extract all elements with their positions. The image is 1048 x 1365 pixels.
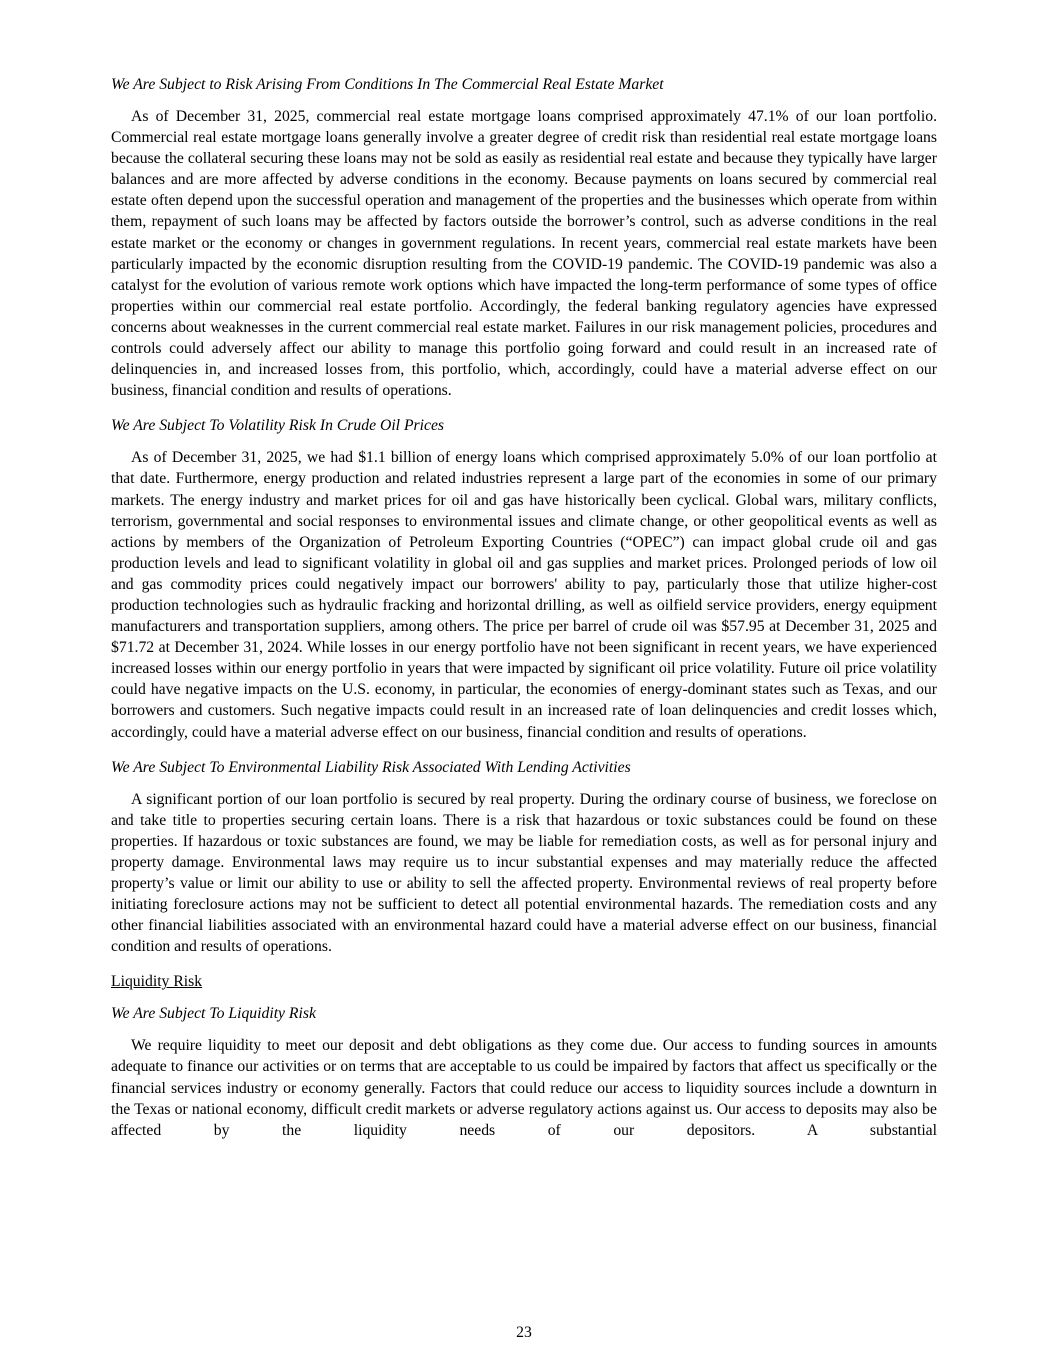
section-body-environmental: A significant portion of our loan portfolio is secured by real property. During the ordinary course of business, we foreclose on and take title to properties securing certain loans. There is a risk that hazardous or toxic substances could be found on these properties. If hazardous or toxic substances are found, we may be liable for remediation costs, as well as for personal injury and property damage. Environmental laws may require us to incur substantial expenses and may materially reduce the affected property’s value or limit our ability to use or ability to sell the affected property. Environmental reviews of real property before initiating foreclosure actions may not be sufficient to detect all potential environmental hazards. The remediation costs and any other financial liabilities associated with an environmental hazard could have a material adverse effect on our business, financial condition and results of operations. (111, 790, 937, 956)
section-body-commercial-real-estate: As of December 31, 2025, commercial real estate mortgage loans comprised approximately 47.1% of our loan portfolio. Commercial real estate mortgage loans generally involve a greater degree of credit risk than residential real estate mortgage loans because the collateral securing these loans may not be sold as easily as residential real estate and because they typically have larger balances and are more affected by adverse conditions in the economy. Because payments on loans secured by commercial real estate often depend upon the successful operation and management of the properties and the businesses which operate from within them, repayment of such loans may be affected by factors outside the borrower’s control, such as adverse conditions in the real estate market or the economy or changes in government regulations. In recent years, commercial real estate markets have been particularly impacted by the economic disruption resulting from the COVID-19 pandemic. The COVID-19 pandemic was also a catalyst for the evolution of various remote work options which have impacted the long-term performance of some types of office properties within our commercial real estate portfolio. Accordingly, the federal banking regulatory agencies have expressed concerns about weaknesses in the current commercial real estate market. Failures in our risk management policies, procedures and controls could adversely affect our ability to manage this portfolio going forward and could result in an increased rate of delinquencies in, and increased losses from, this portfolio, which, accordingly, could have a material adverse effect on our business, financial condition and results of operations. (111, 108, 937, 400)
document-page (111, 74, 937, 1155)
page-number: 23 (516, 1324, 532, 1341)
section-body-crude-oil: As of December 31, 2025, we had $1.1 billion of energy loans which comprised approximately 5.0% of our loan portfolio at that date. Furthermore, energy production and related industries represent a large part of the economies in some of our primary markets. The energy industry and market prices for oil and gas have historically been cyclical. Global wars, military conflicts, terrorism, governmental and social responses to environmental issues and climate change, or other geopolitical events as well as actions by members of the Organization of Petroleum Exporting Countries (“OPEC”) can impact global crude oil and gas production levels and lead to significant volatility in global oil and gas supplies and market prices. Prolonged periods of low oil and gas commodity prices could negatively impact our borrowers' ability to pay, particularly those that utilize higher-cost production technologies such as hydraulic fracking and horizontal drilling, as well as oilfield service providers, energy equipment manufacturers and transportation suppliers, among others. The price per barrel of crude oil was $57.95 at December 31, 2025 and $71.72 at December 31, 2024. While losses in our energy portfolio have not been significant in recent years, we have experienced increased losses within our energy portfolio in years that were impacted by significant oil price volatility. Future oil price volatility could have negative impacts on the U.S. economy, in particular, the economies of energy-dominant states such as Texas, and our borrowers and customers. Such negative impacts could result in an increased rate of loan delinquencies and credit losses which, accordingly, could have a material adverse effect on our business, financial condition and results of operations. (111, 449, 937, 741)
section-label-liquidity-risk: Liquidity Risk (111, 973, 203, 991)
section-heading-liquidity: We Are Subject To Liquidity Risk (111, 1005, 316, 1023)
section-body-liquidity: We require liquidity to meet our deposit and debt obligations as they come due. Our access to funding sources in amounts adequate to finance our activities or on terms that are acceptable to us could be impaired by factors that affect us specifically or the financial services industry or economy generally. Factors that could reduce our access to liquidity sources include a downturn in the Texas or national economy, difficult credit markets or adverse regulatory actions against us. Our access to deposits may also be affected by the liquidity needs of our depositors. A substantial (111, 1037, 937, 1139)
section-heading-environmental: We Are Subject To Environmental Liability Risk Associated With Lending Activities (111, 758, 631, 776)
section-heading-crude-oil: We Are Subject To Volatility Risk In Crude Oil Prices (111, 417, 445, 435)
section-heading-commercial-real-estate: We Are Subject to Risk Arising From Conditions In The Commercial Real Estate Market (111, 76, 664, 93)
